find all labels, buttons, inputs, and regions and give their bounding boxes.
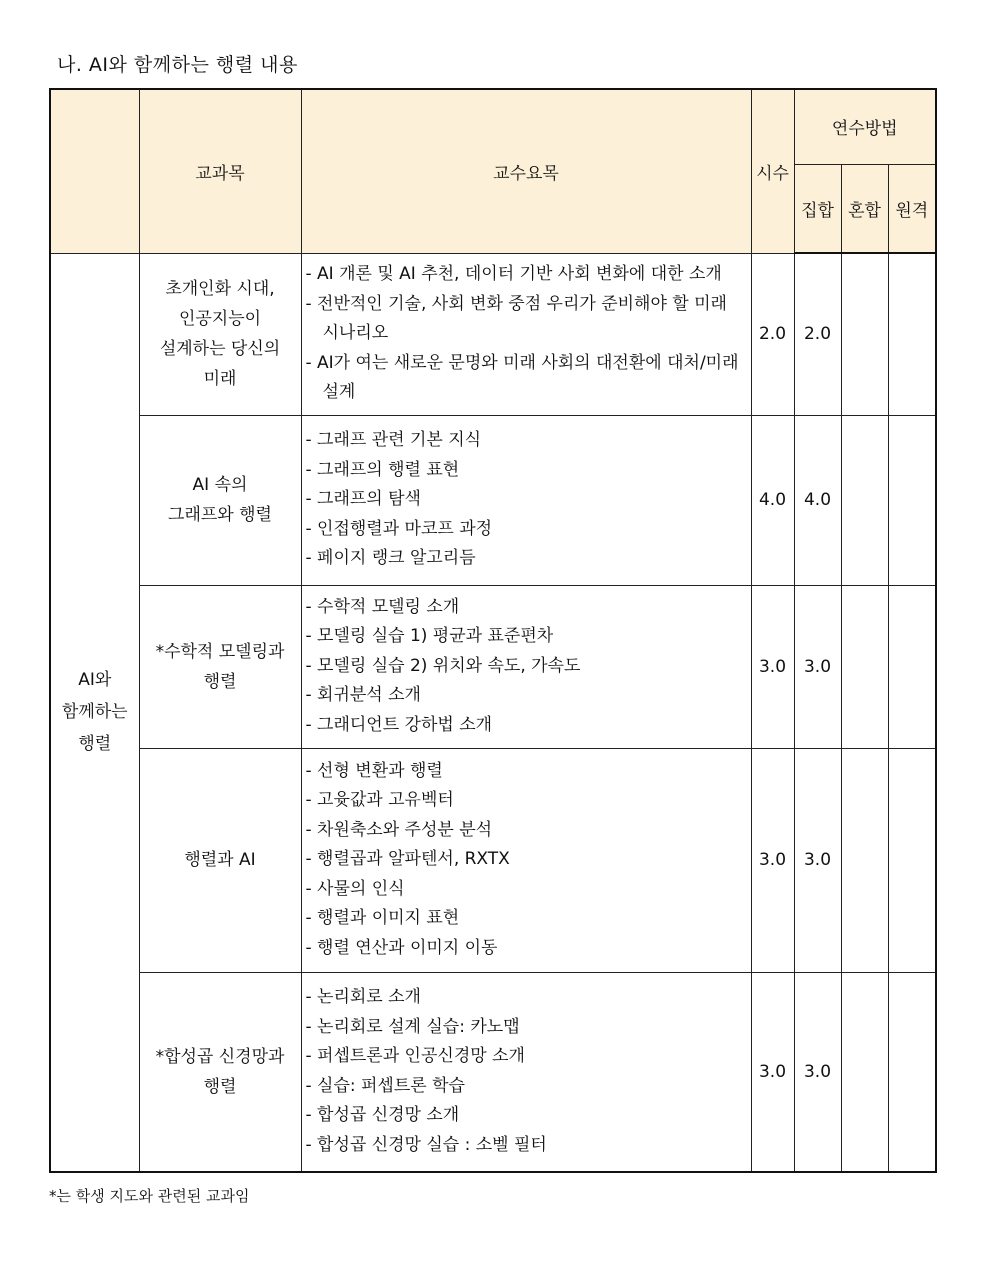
footnote: *는 학생 지도와 관련된 교과임 xyxy=(49,1187,250,1205)
content-item: - AI가 여는 새로운 문명와 미래 사회의 대전환에 대처/미래 설계 xyxy=(305,352,739,403)
content-item: - 모델링 실습 2) 위치와 속도, 가속도 xyxy=(305,655,581,676)
group-cell xyxy=(50,253,139,1172)
subject-cell xyxy=(139,585,301,748)
group-label-line: 행렬 xyxy=(78,734,112,755)
header-method-remote: 원격 xyxy=(888,164,936,253)
hours-cell: 4.0 xyxy=(751,415,794,585)
content-item: - 모델링 실습 1) 평균과 표준편차 xyxy=(305,626,554,647)
remote-hours-cell xyxy=(888,585,936,748)
subject-cell xyxy=(139,253,301,415)
header-method: 연수방법 xyxy=(794,89,936,164)
content-item: - 논리회로 설계 실습: 카노맵 xyxy=(305,1016,520,1037)
curriculum-table xyxy=(49,88,937,1173)
content-item: - 차원축소와 주성분 분석 xyxy=(305,819,493,840)
header-content: 교수요목 xyxy=(301,89,751,253)
subject-line: 설계하는 당신의 xyxy=(159,339,281,359)
table-row xyxy=(50,253,936,415)
hours-cell: 3.0 xyxy=(751,748,794,972)
header-method-group: 집합 xyxy=(794,164,841,253)
content-item: - 그래프 관련 기본 지식 xyxy=(305,430,482,451)
subject-line: *수학적 모델링과 xyxy=(155,641,285,662)
content-item: - 실습: 퍼셉트론 학습 xyxy=(305,1075,465,1096)
header-blank-cell xyxy=(50,89,139,253)
content-cell xyxy=(301,585,751,748)
subject-line: 그래프와 행렬 xyxy=(168,505,272,525)
mixed-hours-cell xyxy=(841,585,888,748)
group-hours-cell: 3.0 xyxy=(794,748,841,972)
content-item: - 선형 변환과 행렬 xyxy=(305,760,443,781)
hours-cell: 3.0 xyxy=(751,972,794,1172)
header-subject: 교과목 xyxy=(139,89,301,253)
subject-line: 행렬 xyxy=(203,1076,237,1097)
group-hours-cell: 2.0 xyxy=(794,253,841,415)
table-row xyxy=(50,972,936,1172)
content-item: - 합성곱 신경망 실습 : 소벨 필터 xyxy=(305,1134,547,1155)
content-item: - 행렬 연산과 이미지 이동 xyxy=(305,937,498,958)
group-hours-cell: 3.0 xyxy=(794,585,841,748)
remote-hours-cell xyxy=(888,972,936,1172)
header-hours: 시수 xyxy=(751,89,794,253)
content-cell xyxy=(301,972,751,1172)
content-item: - 고윳값과 고유벡터 xyxy=(305,790,454,811)
content-item: - 그래프의 행렬 표현 xyxy=(305,459,460,480)
table-row xyxy=(50,585,936,748)
content-item: - 인접행렬과 마코프 과정 xyxy=(305,518,493,539)
remote-hours-cell xyxy=(888,253,936,415)
content-cell xyxy=(301,748,751,972)
content-item: - 수학적 모델링 소개 xyxy=(305,596,460,617)
hours-cell: 3.0 xyxy=(751,585,794,748)
content-list xyxy=(302,260,751,408)
mixed-hours-cell xyxy=(841,253,888,415)
table-row xyxy=(50,748,936,972)
content-item: - 퍼셉트론과 인공신경망 소개 xyxy=(305,1046,525,1067)
subject-line: AI 속의 xyxy=(192,475,248,495)
content-list xyxy=(302,426,751,574)
content-item: - 행렬과 이미지 표현 xyxy=(305,908,460,929)
content-item: - 행렬곱과 알파텐서, RXTX xyxy=(305,849,510,870)
hours-cell: 2.0 xyxy=(751,253,794,415)
subject-cell xyxy=(139,415,301,585)
content-item: - 그래프의 탐색 xyxy=(305,489,421,510)
subject-line: 행렬과 AI xyxy=(184,850,256,870)
subject-line: *합성곱 신경망과 xyxy=(155,1046,285,1067)
subject-line: 미래 xyxy=(203,369,237,389)
content-item: - 논리회로 소개 xyxy=(305,987,421,1008)
content-cell xyxy=(301,253,751,415)
group-label-line: 함께하는 xyxy=(61,702,128,723)
content-item: - 회귀분석 소개 xyxy=(305,685,421,706)
subject-line: 인공지능이 xyxy=(178,309,262,329)
content-item: - 사물의 인식 xyxy=(305,878,405,899)
group-label-line: AI와 xyxy=(78,670,112,691)
subject-cell xyxy=(139,748,301,972)
mixed-hours-cell xyxy=(841,415,888,585)
section-heading: 나. AI와 함께하는 행렬 내용 xyxy=(57,54,298,76)
remote-hours-cell xyxy=(888,415,936,585)
content-list xyxy=(302,983,751,1160)
content-list xyxy=(302,593,751,741)
content-list xyxy=(302,757,751,964)
subject-cell xyxy=(139,972,301,1172)
group-hours-cell: 4.0 xyxy=(794,415,841,585)
content-item: - 페이지 랭크 알고리듬 xyxy=(305,548,476,569)
mixed-hours-cell xyxy=(841,972,888,1172)
table-row xyxy=(50,415,936,585)
subject-line: 초개인화 시대, xyxy=(165,279,275,299)
mixed-hours-cell xyxy=(841,748,888,972)
remote-hours-cell xyxy=(888,748,936,972)
content-cell xyxy=(301,415,751,585)
content-item: - 합성곱 신경망 소개 xyxy=(305,1105,460,1126)
subject-line: 행렬 xyxy=(203,671,237,692)
group-hours-cell: 3.0 xyxy=(794,972,841,1172)
content-item: - 전반적인 기술, 사회 변화 중점 우리가 준비해야 할 미래 시나리오 xyxy=(305,293,727,344)
content-item: - AI 개론 및 AI 추천, 데이터 기반 사회 변화에 대한 소개 xyxy=(305,264,722,285)
header-method-mixed: 혼합 xyxy=(841,164,888,253)
content-item: - 그래디언트 강하법 소개 xyxy=(305,714,493,735)
